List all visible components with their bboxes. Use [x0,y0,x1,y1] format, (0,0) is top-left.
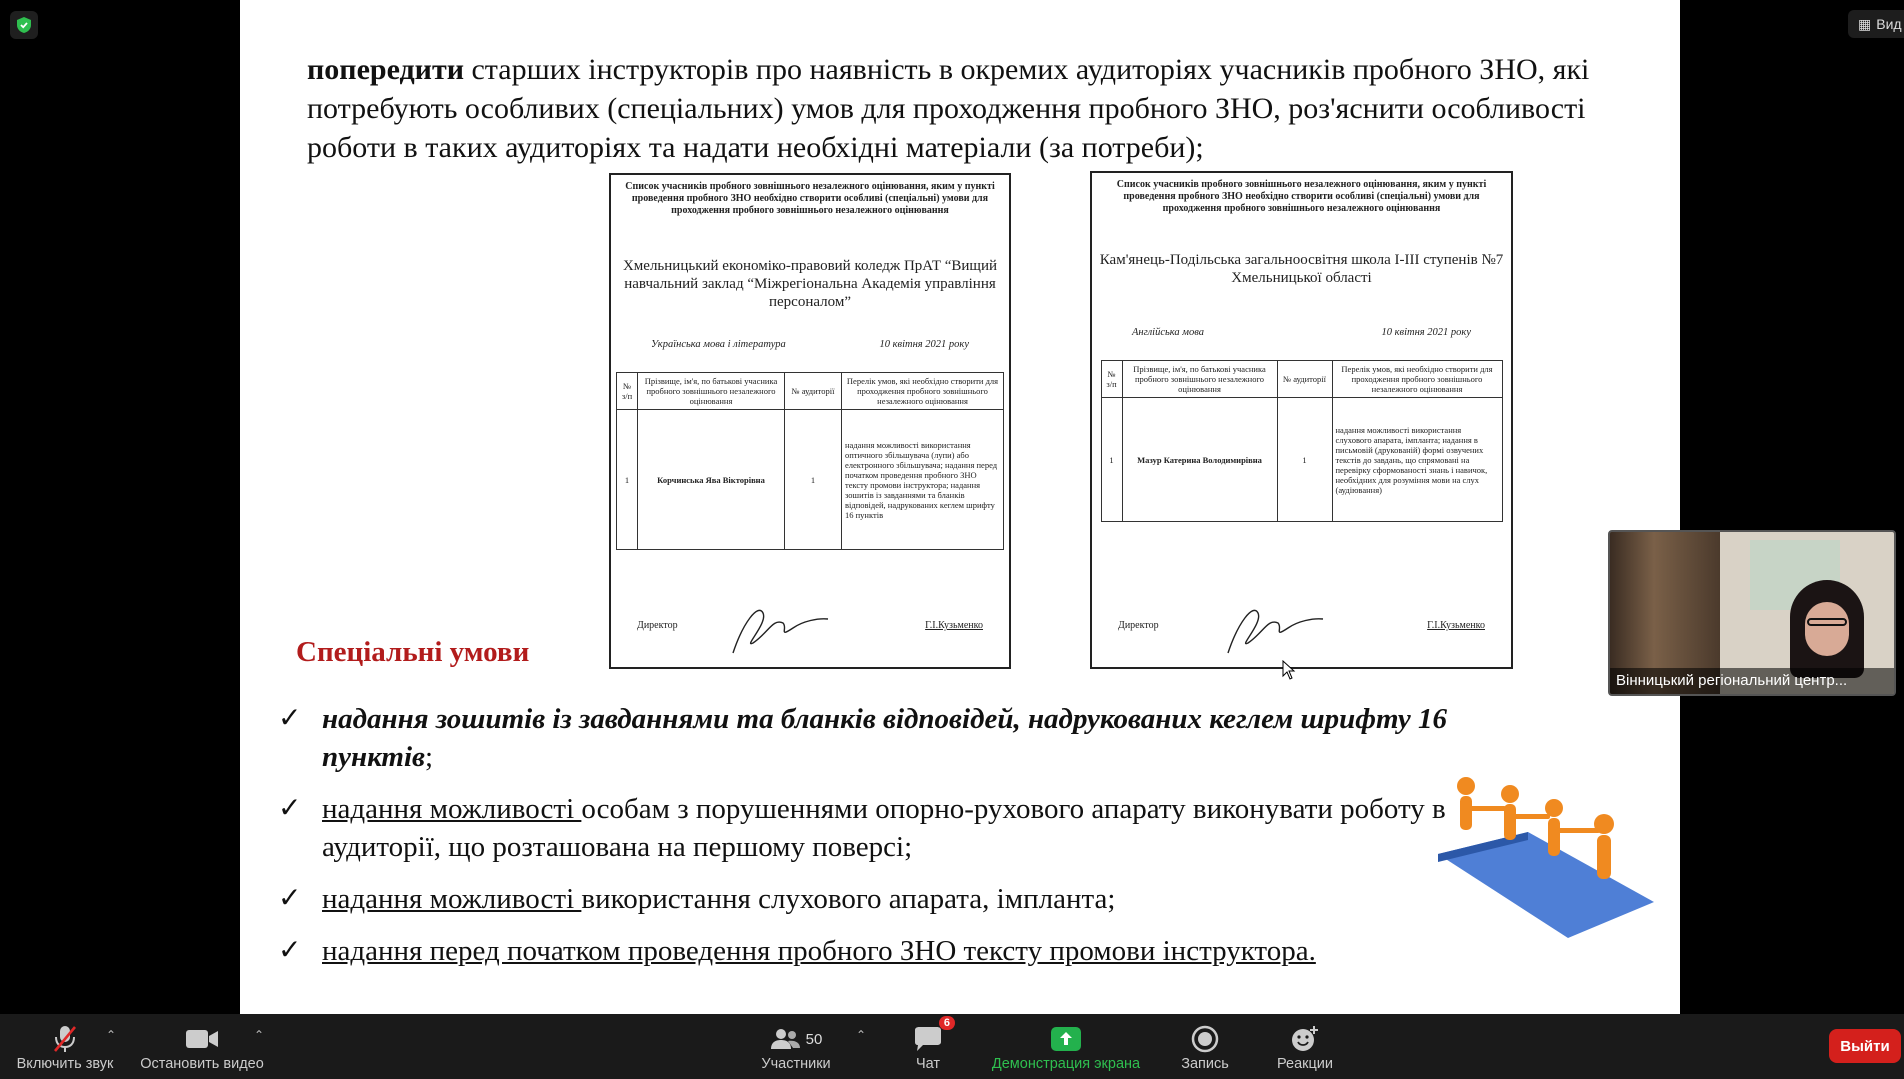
doc-meta [1092,327,1511,338]
doc-director-label: Директор [1118,620,1159,631]
doc-header: Список учасників пробного зовнішнього незалежного оцінювання, яким у пункті проведення пробного ЗНО необхідно створити особливі (спеціальні) умови для проходження пробного зовнішнього незалежного оцінювання [625,181,995,216]
leave-meeting-button[interactable]: Выйти [1829,1029,1901,1063]
checkmark-icon: ✓ [278,883,302,914]
participants-button[interactable] [752,1014,840,1079]
table-header-row [1101,361,1502,398]
meeting-toolbar [0,1014,1904,1079]
signature-image [1218,593,1328,663]
checkmark-icon: ✓ [278,703,302,734]
security-shield-icon[interactable] [10,11,38,39]
chat-button[interactable] [896,1014,960,1079]
share-screen-button[interactable] [982,1014,1150,1079]
reactions-label: Реакции [1276,1056,1333,1072]
doc-date: 10 квітня 2021 року [879,339,969,350]
mouse-cursor-icon [1282,660,1296,680]
list-item [278,880,1558,918]
table-row [617,410,1004,550]
conditions-list [278,700,1558,984]
table-row [1101,398,1502,522]
col-name: Прізвище, ім'я, по батькові учасника пробного зовнішнього незалежного оцінювання [638,373,785,410]
cell-cond: надання можливості використання слухового апарата, імпланта; надання в письмовій (друкованій) формі озвучених текстів до завдань, що спрямовані на перевірку сформованості знань і навичок, необхідних для розуміння мови на слух (аудіювання) [1332,398,1502,522]
cell-name: Корчинська Ява Вікторівна [638,410,785,550]
list-item [278,932,1558,970]
bullet-text: використання слухового апарата, імпланта; [581,883,1116,915]
share-screen-icon [1050,1026,1082,1052]
doc-subject: Українська мова і література [651,339,786,350]
col-cond: Перелік умов, які необхідно створити для проходження пробного зовнішнього незалежного оцінювання [842,373,1004,410]
doc-director-label: Директор [637,620,678,631]
chat-icon [913,1026,943,1052]
bullet-text: надання зошитів із завданнями та бланків відповідей, надрукованих кеглем шрифту 16 пунктів [322,703,1447,773]
list-item [278,790,1558,866]
bullet-text: особам з порушеннями опорно-рухового апарату виконувати роботу в аудиторії, що розташована на першому поверсі; [322,793,1446,863]
stop-video-button[interactable] [136,1014,268,1079]
doc-table [1101,360,1503,522]
doc-director-name: Г.І.Кузьменко [1427,620,1485,631]
bullet-tail: ; [425,741,434,773]
col-room: № аудиторії [1277,361,1332,398]
paragraph-bold-lead: попередити [307,53,464,86]
doc-subject: Англійська мова [1132,327,1204,338]
doc-director-name: Г.І.Кузьменко [925,620,983,631]
record-label: Запись [1181,1056,1229,1072]
signature-image [723,593,833,663]
chat-label: Чат [915,1056,941,1072]
share-screen-label: Демонстрация экрана [991,1056,1141,1072]
shared-slide [240,0,1680,1014]
participants-caret-icon[interactable]: ⌃ [856,1028,867,1042]
col-room: № аудиторії [785,373,842,410]
doc-organization: Хмельницький економіко-правовий коледж ПрАТ “Вищий навчальний заклад “Міжрегіональна Академія управління персоналом” [622,258,998,310]
record-icon [1191,1025,1219,1053]
reactions-button[interactable] [1264,1014,1346,1079]
bullet-underlined: надання перед початком проведення пробного ЗНО тексту промови інструктора. [322,935,1316,967]
special-conditions-heading: Спеціальні умови [296,636,530,668]
doc-meta [611,339,1009,350]
participant-face [1805,602,1849,656]
participants-icon [770,1027,802,1051]
unmute-button[interactable] [12,1014,118,1079]
grid-view-icon: ▦ [1858,15,1872,32]
record-button[interactable] [1170,1014,1240,1079]
participant-video-thumbnail[interactable] [1608,530,1896,696]
participants-count: 50 [805,1030,823,1048]
list-item [278,700,1558,776]
slide-paragraph [307,50,1647,167]
puzzle-figures-illustration [1418,762,1658,944]
participants-label: Участники [761,1056,831,1072]
checkmark-icon: ✓ [278,793,302,824]
stop-video-label: Остановить видео [140,1056,264,1072]
view-button-label: Вид [1876,16,1902,32]
cell-name: Мазур Катерина Володимирівна [1122,398,1277,522]
cell-room: 1 [785,410,842,550]
cell-cond: надання можливості використання оптичного збільшувача (лупи) або електронного збільшувача; надання перед початком проведення пробного ЗНО тексту промови інструктора; надання зошитів із завданнями та бланків відповідей, надрукованих кеглем шрифту 16 пунктів [842,410,1004,550]
doc-table [616,372,1004,550]
video-camera-icon [185,1028,219,1050]
cell-no: 1 [1101,398,1122,522]
bullet-underlined: надання можливості [322,793,582,825]
doc-header: Список учасників пробного зовнішнього незалежного оцінювання, яким у пункті проведення пробного ЗНО необхідно створити особливі (спеціальні) умови для проходження пробного зовнішнього незалежного оцінювання [1116,179,1487,214]
view-button[interactable] [1848,10,1904,38]
col-cond: Перелік умов, які необхідно створити для проходження пробного зовнішнього незалежного оцінювання [1332,361,1502,398]
video-options-caret-icon[interactable]: ⌃ [254,1028,265,1042]
cell-room: 1 [1277,398,1332,522]
document-scan-1 [609,173,1011,669]
unmute-label: Включить звук [16,1056,114,1072]
participant-glasses [1807,618,1847,626]
doc-date: 10 квітня 2021 року [1381,327,1471,338]
paragraph-text: старших інструкторів про наявність в окремих аудиторіях учасників пробного ЗНО, які потребують особливих (спеціальних) умов для проходження пробного ЗНО, роз'яснити особливості роботи в таких аудиторіях та надати необхідні матеріали (за потреби); [307,53,1590,164]
participant-name: Вінницький регіональний центр... [1610,668,1894,694]
document-scan-2 [1090,171,1513,669]
bullet-underlined: надання можливості [322,883,582,915]
col-no: № з/п [1101,361,1122,398]
reactions-smiley-icon [1290,1025,1320,1053]
chat-badge: 6 [939,1016,955,1030]
checkmark-icon: ✓ [278,935,302,966]
doc-organization: Кам'янець-Подільська загальноосвітня школа І-ІІІ ступенів №7 Хмельницької області [1099,252,1504,286]
audio-options-caret-icon[interactable]: ⌃ [106,1028,117,1042]
col-no: № з/п [617,373,638,410]
cell-no: 1 [617,410,638,550]
muted-mic-icon [52,1024,78,1054]
table-header-row [617,373,1004,410]
col-name: Прізвище, ім'я, по батькові учасника пробного зовнішнього незалежного оцінювання [1122,361,1277,398]
